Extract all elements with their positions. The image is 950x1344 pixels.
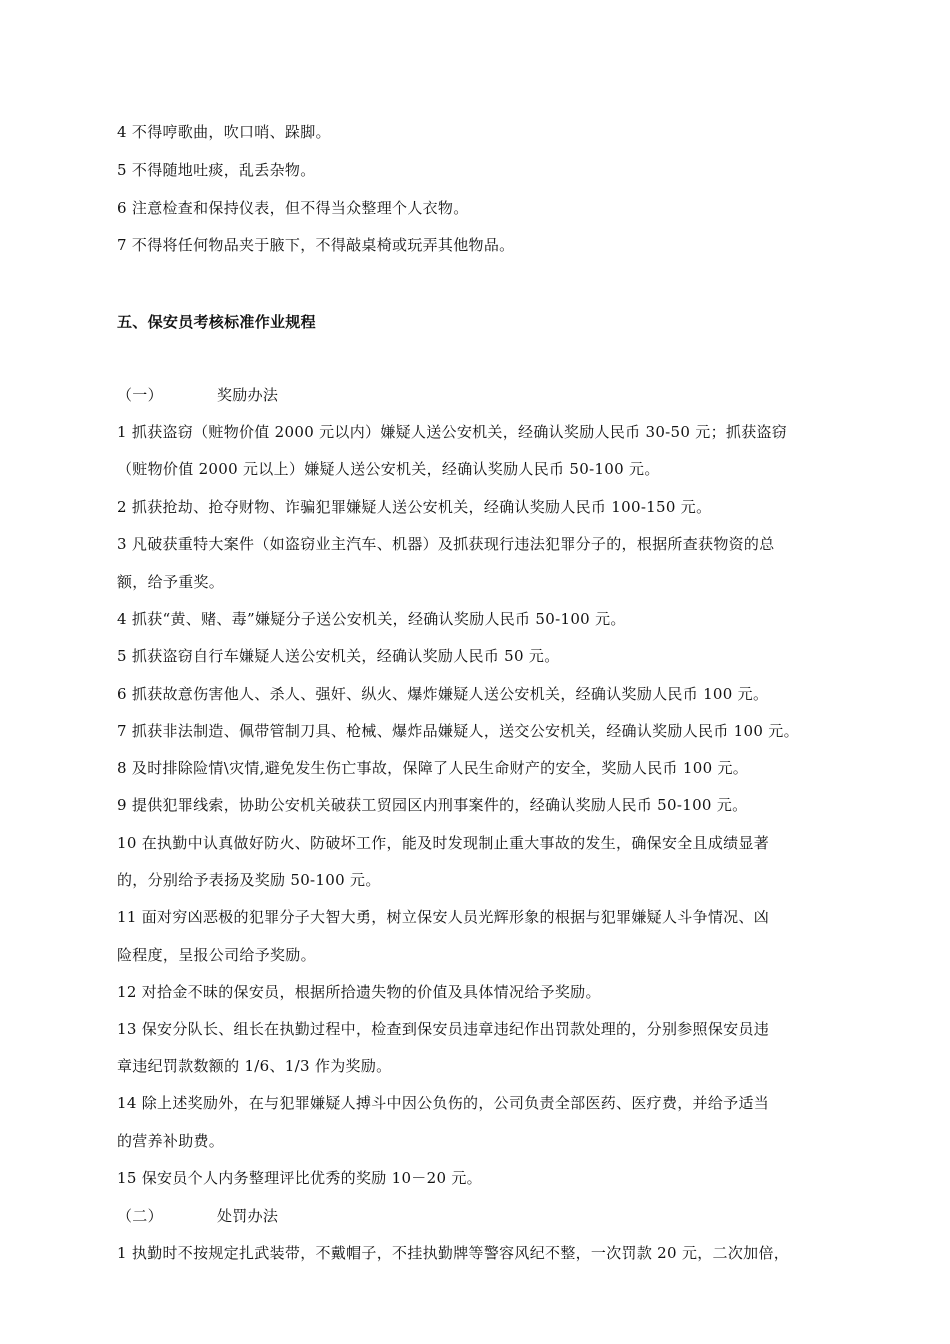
paragraph-line: 9 提供犯罪线索，协助公安机关破获工贸园区内刑事案件的，经确认奖励人民币 50-100 元。 (117, 796, 748, 814)
rule-item: 5 不得随地吐痰，乱丢杂物。 (117, 161, 316, 179)
section-heading: 五、保安员考核标准作业规程 (117, 313, 316, 331)
paragraph-line: 15 保安员个人内务整理评比优秀的奖励 10－20 元。 (117, 1169, 482, 1187)
paragraph-line: 5 抓获盗窃自行车嫌疑人送公安机关，经确认奖励人民币 50 元。 (117, 647, 560, 665)
rule-item: 4 不得哼歌曲，吹口哨、跺脚。 (117, 123, 331, 141)
paragraph-line: 10 在执勤中认真做好防火、防破坏工作，能及时发现制止重大事故的发生，确保安全且成绩显著 (117, 834, 770, 852)
paragraph-line: 8 及时排除险情\灾情,避免发生伤亡事故，保障了人民生命财产的安全，奖励人民币 100 元。 (117, 759, 749, 777)
paragraph-line: 14 除上述奖励外，在与犯罪嫌疑人搏斗中因公负伤的，公司负责全部医药、医疗费，并给予适当 (117, 1094, 770, 1112)
paragraph-line: （赃物价值 2000 元以上）嫌疑人送公安机关，经确认奖励人民币 50-100 元。 (117, 460, 660, 478)
paragraph-line: 1 抓获盗窃（赃物价值 2000 元以内）嫌疑人送公安机关，经确认奖励人民币 30-50 元；抓获盗窃 (117, 423, 788, 441)
rule-item: 6 注意检查和保持仪表，但不得当众整理个人衣物。 (117, 199, 469, 217)
paragraph-line: 险程度，呈报公司给予奖励。 (117, 946, 316, 964)
subsection-heading-penalty (117, 1205, 278, 1227)
paragraph-line: 1 执勤时不按规定扎武装带，不戴帽子，不挂执勤牌等警容风纪不整，一次罚款 20 元，二次加倍， (117, 1244, 790, 1262)
paragraph-line: 6 抓获故意伤害他人、杀人、强奸、纵火、爆炸嫌疑人送公安机关，经确认奖励人民币 100 元。 (117, 685, 769, 703)
paragraph-line: 12 对拾金不昧的保安员，根据所拾遗失物的价值及具体情况给予奖励。 (117, 983, 601, 1001)
paragraph-line: 的，分别给予表扬及奖励 50-100 元。 (117, 871, 381, 889)
paragraph-line: 的营养补助费。 (117, 1132, 225, 1150)
paragraph-line: 11 面对穷凶恶极的犯罪分子大智大勇，树立保安人员光辉形象的根据与犯罪嫌疑人斗争情况、凶 (117, 908, 770, 926)
subsection-heading-reward (117, 384, 278, 406)
subsection-number: （二） (117, 1207, 163, 1225)
paragraph-line: 4 抓获“黄、赌、毒”嫌疑分子送公安机关，经确认奖励人民币 50-100 元。 (117, 610, 626, 628)
paragraph-line: 13 保安分队长、组长在执勤过程中，检查到保安员违章违纪作出罚款处理的，分别参照保安员违 (117, 1020, 770, 1038)
paragraph-line: 额，给予重奖。 (117, 573, 225, 591)
subsection-title: 处罚办法 (217, 1207, 279, 1225)
paragraph-line: 7 抓获非法制造、佩带管制刀具、枪械、爆炸品嫌疑人，送交公安机关，经确认奖励人民币 100 元。 (117, 722, 799, 740)
paragraph-line: 章违纪罚款数额的 1/6、1/3 作为奖励。 (117, 1057, 392, 1075)
subsection-number: （一） (117, 386, 163, 404)
rule-item: 7 不得将任何物品夹于腋下，不得敲桌椅或玩弄其他物品。 (117, 236, 515, 254)
paragraph-line: 3 凡破获重特大案件（如盗窃业主汽车、机器）及抓获现行违法犯罪分子的，根据所查获物资的总 (117, 535, 775, 553)
subsection-title: 奖励办法 (217, 386, 279, 404)
paragraph-line: 2 抓获抢劫、抢夺财物、诈骗犯罪嫌疑人送公安机关，经确认奖励人民币 100-150 元。 (117, 498, 712, 516)
